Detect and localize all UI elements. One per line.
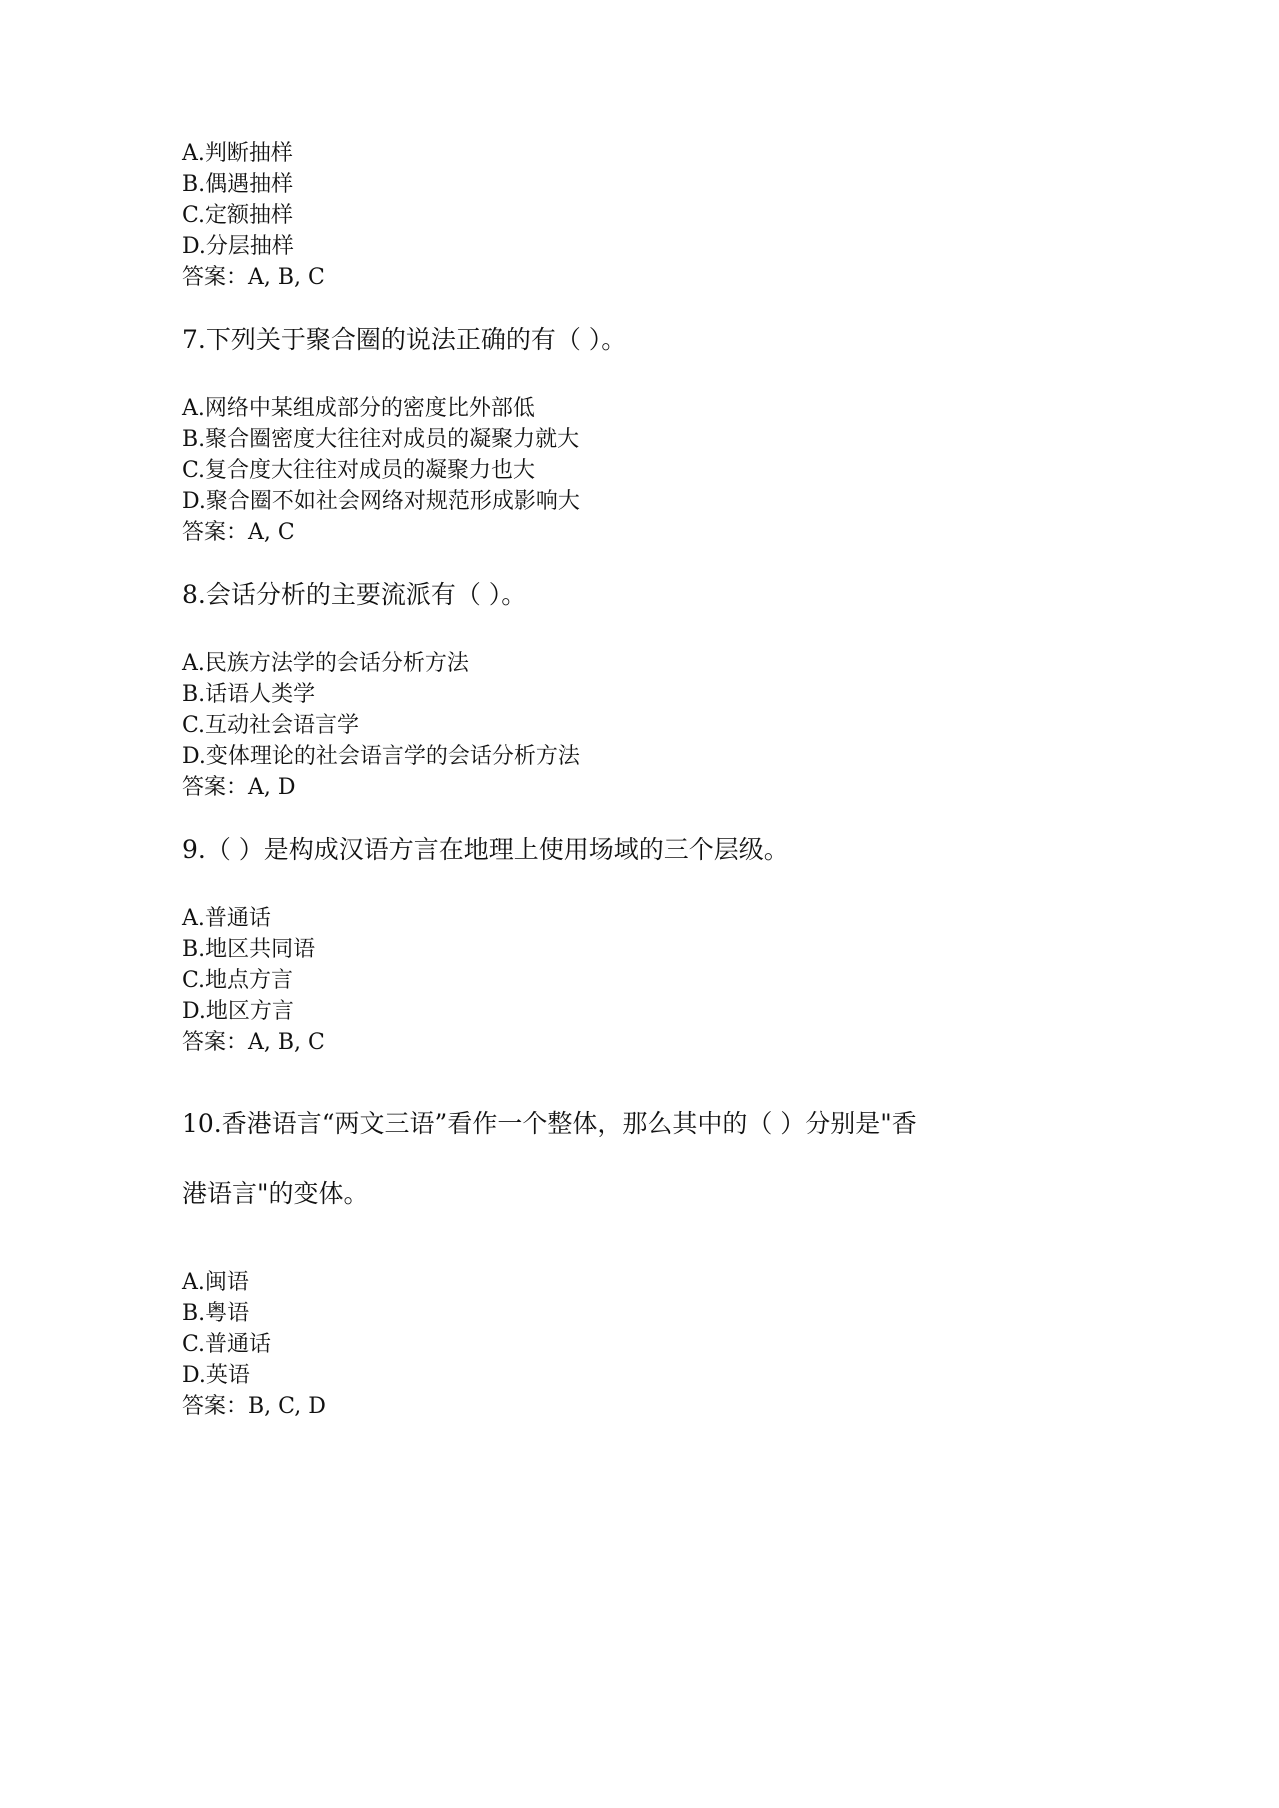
question-text: 8.会话分析的主要流派有（ ）。 (182, 580, 527, 609)
question-text: 9.（ ）是构成汉语方言在地理上使用场域的三个层级。 (182, 835, 789, 864)
document-page (182, 138, 1082, 1422)
option-c: C.普通话 (182, 1332, 272, 1357)
option-d: D.地区方言 (182, 999, 294, 1024)
question-block-10 (182, 1089, 1082, 1422)
answer: 答案：A, B, C (182, 1030, 325, 1055)
answer: 答案：A, C (182, 520, 295, 545)
question-text: 7.下列关于聚合圈的说法正确的有（ ）。 (182, 325, 627, 354)
question-block-6-continued (182, 138, 1082, 293)
answer: 答案：A, B, C (182, 265, 325, 290)
option-b: B.偶遇抽样 (182, 172, 294, 197)
answer: 答案：A, D (182, 775, 296, 800)
question-block-9 (182, 834, 1082, 1058)
option-c: C.互动社会语言学 (182, 713, 360, 738)
option-b: B.聚合圈密度大往往对成员的凝聚力就大 (182, 427, 580, 452)
option-a: A.普通话 (182, 906, 271, 931)
option-a: A.网络中某组成部分的密度比外部低 (182, 396, 535, 421)
answer: 答案：B, C, D (182, 1394, 326, 1419)
option-c: C.定额抽样 (182, 203, 294, 228)
option-d: D.变体理论的社会语言学的会话分析方法 (182, 744, 580, 769)
option-d: D.分层抽样 (182, 234, 294, 259)
option-c: C.复合度大往往对成员的凝聚力也大 (182, 458, 536, 483)
option-a: A.判断抽样 (182, 141, 293, 166)
option-a: A.民族方法学的会话分析方法 (182, 651, 469, 676)
option-b: B.粤语 (182, 1301, 250, 1326)
option-c: C.地点方言 (182, 968, 294, 993)
option-d: D.聚合圈不如社会网络对规范形成影响大 (182, 489, 580, 514)
option-d: D.英语 (182, 1363, 250, 1388)
question-block-7 (182, 324, 1082, 548)
question-text-line-1: 10.香港语言“两文三语”看作一个整体，那么其中的（ ）分别是"香 (182, 1109, 917, 1138)
question-block-8 (182, 579, 1082, 803)
option-a: A.闽语 (182, 1270, 249, 1295)
option-b: B.话语人类学 (182, 682, 316, 707)
question-text-line-2: 港语言"的变体。 (182, 1179, 369, 1208)
question-text (182, 1089, 1082, 1229)
option-b: B.地区共同语 (182, 937, 316, 962)
